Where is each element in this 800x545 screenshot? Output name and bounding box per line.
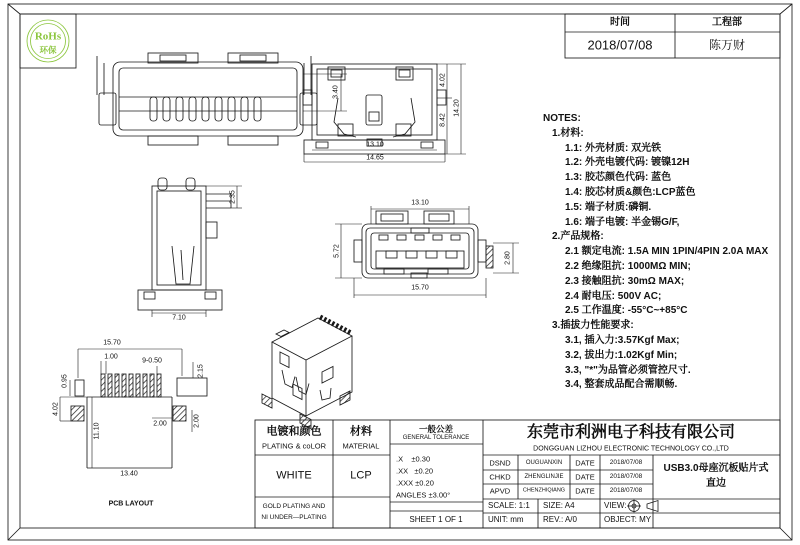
plating-note-line2: NI UNDER—PLATING bbox=[261, 513, 327, 521]
notes-line: 1.3: 胶芯颜色代码: 蓝色 bbox=[565, 172, 672, 184]
sheet-label: SHEET 1 OF 1 bbox=[409, 515, 463, 524]
view-label: VIEW: bbox=[604, 501, 627, 510]
plating-note-line1: GOLD PLATING AND bbox=[262, 502, 326, 510]
view-pcb-layout bbox=[60, 349, 207, 468]
notes-line: 1.2: 外壳电镀代码: 镀镍12H bbox=[565, 157, 690, 169]
dim-label: 2.80 bbox=[504, 251, 512, 265]
size-label: SIZE: A4 bbox=[543, 501, 575, 510]
notes-line: 3.1, 插入力:3.57Kgf Max; bbox=[565, 334, 680, 346]
dim-label: 2.00 bbox=[153, 420, 167, 428]
header-dept-label: 工程部 bbox=[712, 17, 742, 28]
sign-date: 2018/07/08 bbox=[609, 472, 643, 480]
material-header-cn: 材料 bbox=[350, 425, 372, 438]
notes-line: 1.材料: bbox=[552, 127, 584, 139]
material-header-en: MATERIAL bbox=[342, 441, 380, 451]
tolerance-xxx: .XXX ±0.20 bbox=[396, 478, 434, 488]
notes-line: 2.4 耐电压: 500V AC; bbox=[565, 290, 662, 302]
notes-line: 3.4, 整套成品配合需顺畅. bbox=[565, 379, 678, 391]
sign-role: CHKD bbox=[489, 472, 511, 482]
dim-label: 5.72 bbox=[333, 244, 341, 258]
tolerance-header-en: GENERAL TOLERANCE bbox=[402, 435, 470, 441]
sign-name: ZHENGLINJIE bbox=[524, 474, 564, 480]
product-description-line2: 直边 bbox=[706, 478, 726, 489]
dim-label: 1.00 bbox=[104, 353, 118, 361]
notes-line: 1.1: 外壳材质: 双光铁 bbox=[565, 142, 662, 154]
pcb-layout-caption: PCB LAYOUT bbox=[108, 500, 154, 508]
sign-name: CHENZHIQIANG bbox=[522, 487, 566, 494]
dim-label: 8.42 bbox=[439, 113, 447, 127]
notes-line: 3.插拔力性能要求: bbox=[552, 320, 634, 332]
dim-label: 2.00 bbox=[193, 414, 201, 428]
rohs-label: RoHs bbox=[34, 30, 62, 43]
sign-role: APVD bbox=[489, 486, 511, 496]
company-name-en: DONGGUAN LIZHOU ELECTRONIC TECHNOLOGY CO.,LTD bbox=[533, 445, 729, 453]
sign-date: 2018/07/08 bbox=[609, 458, 643, 466]
sign-name: OUGUANXIN bbox=[525, 460, 563, 466]
dim-label: 7.10 bbox=[172, 314, 186, 322]
unit-label: UNIT: mm bbox=[488, 515, 524, 524]
notes-line: 1.5: 端子材质:磷铜. bbox=[565, 201, 652, 213]
dim-label: 4.02 bbox=[52, 402, 60, 416]
dim-label: 14.20 bbox=[453, 99, 461, 117]
view-side bbox=[138, 178, 242, 317]
dim-label: 13.40 bbox=[120, 470, 138, 478]
dim-label: 14.65 bbox=[366, 154, 384, 162]
notes-line: 2.2 绝缘阻抗: 1000MΩ MIN; bbox=[565, 260, 691, 272]
dim-label: 13.10 bbox=[366, 141, 384, 149]
dim-label: 11.10 bbox=[93, 422, 101, 440]
header-date-value: 2018/07/08 bbox=[587, 37, 653, 53]
notes-line: 1.4: 胶芯材质&颜色:LCP蓝色 bbox=[565, 186, 696, 198]
material-value: LCP bbox=[350, 469, 372, 482]
tolerance-angles: ANGLES ±3.00° bbox=[396, 490, 451, 500]
notes-line: 2.5 工作温度: -55°C~+85°C bbox=[565, 305, 688, 317]
rev-label: REV.: A/0 bbox=[543, 515, 577, 524]
notes-line: 2.产品规格: bbox=[552, 231, 604, 243]
dim-label: 2.15 bbox=[197, 364, 205, 378]
header-time-label: 时间 bbox=[610, 17, 630, 28]
dim-label: 2.35 bbox=[229, 190, 237, 204]
product-description-line1: USB3.0母座沉板贴片式 bbox=[663, 463, 769, 474]
dim-label: 9-0.50 bbox=[142, 357, 162, 365]
notes-line: NOTES: bbox=[543, 113, 581, 124]
plating-value: WHITE bbox=[276, 469, 312, 482]
plating-header-en: PLATING & coLOR bbox=[261, 441, 327, 451]
sign-date-label: DATE bbox=[575, 458, 595, 468]
header-engineer-value: 陈万财 bbox=[708, 38, 746, 52]
dim-label: 3.40 bbox=[332, 85, 340, 99]
sign-date-label: DATE bbox=[575, 472, 595, 482]
scale-label: SCALE: 1:1 bbox=[488, 501, 530, 510]
sign-date: 2018/07/08 bbox=[609, 486, 643, 494]
sign-date-label: DATE bbox=[575, 486, 595, 496]
object-label: OBJECT: MY bbox=[604, 515, 652, 524]
tolerance-xx: .XX ±0.20 bbox=[396, 466, 434, 476]
notes-line: 3.3, "*"为品管必须管控尺寸. bbox=[565, 364, 691, 376]
view-isometric bbox=[262, 317, 352, 429]
dim-label: 4.02 bbox=[439, 73, 447, 87]
tolerance-x: .X ±0.30 bbox=[396, 454, 431, 464]
plating-header-cn: 电镀和颜色 bbox=[266, 425, 322, 438]
notes-block bbox=[543, 112, 788, 393]
notes-line: 1.6: 端子电镀: 半金锡G/F, bbox=[565, 216, 680, 228]
notes-line: 2.3 接触阻抗: 30mΩ MAX; bbox=[565, 275, 685, 287]
dim-label: 15.70 bbox=[411, 284, 429, 292]
tolerance-header-cn: 一般公差 bbox=[418, 423, 454, 434]
rohs-sublabel: 环保 bbox=[39, 44, 57, 55]
sign-role: DSND bbox=[489, 458, 511, 468]
view-front-horizontal bbox=[97, 53, 347, 145]
dim-label: 13.10 bbox=[411, 199, 429, 207]
dim-label: 0.95 bbox=[61, 374, 69, 388]
company-name-cn: 东莞市利洲电子科技有限公司 bbox=[526, 424, 736, 441]
notes-line: 2.1 额定电流: 1.5A MIN 1PIN/4PIN 2.0A MAX bbox=[565, 246, 769, 258]
notes-line: 3.2, 拔出力:1.02Kgf Min; bbox=[565, 349, 678, 361]
dim-label: 15.70 bbox=[103, 339, 121, 347]
